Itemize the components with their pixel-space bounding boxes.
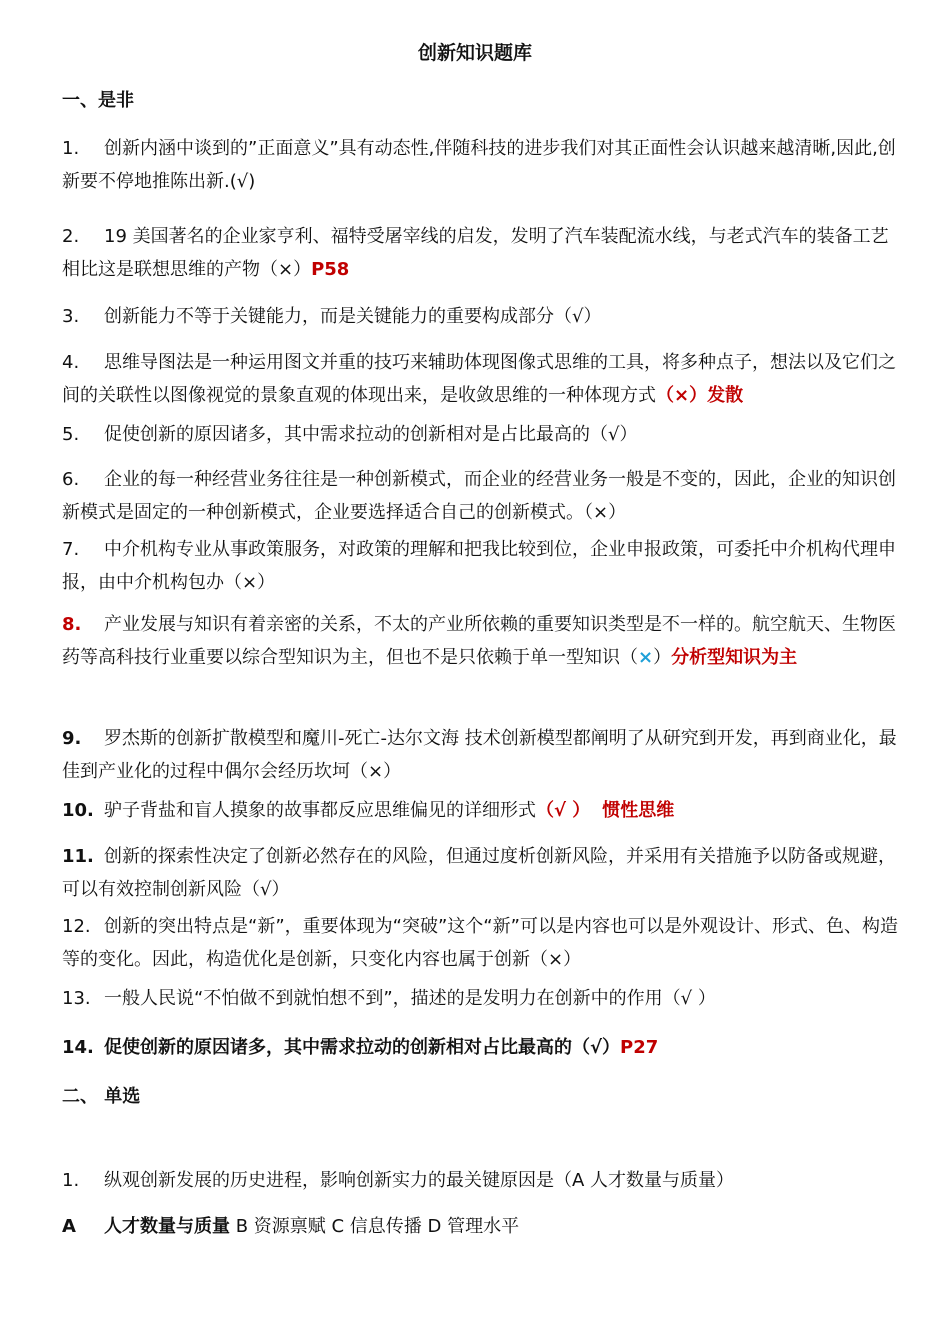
- question-number: 8.: [62, 614, 82, 635]
- question-number: 3.: [62, 306, 80, 327]
- choice-options: [62, 1210, 898, 1243]
- question-text: 促使创新的原因诸多，其中需求拉动的创新相对占比最高的（√）: [104, 1037, 621, 1058]
- question-number: 1.: [62, 138, 80, 159]
- question-text: 创新能力不等于关键能力，而是关键能力的重要构成部分（√）: [104, 306, 602, 327]
- question-number: 5.: [62, 424, 80, 445]
- question-9: [62, 722, 898, 788]
- section-heading-single-choice: 二、 单选: [62, 1086, 141, 1107]
- question-number: 9.: [62, 728, 82, 749]
- question-text: 促使创新的原因诸多，其中需求拉动的创新相对是占比最高的（√）: [104, 424, 638, 445]
- question-2: [62, 220, 898, 286]
- question-text: 19 美国著名的企业家亨利、福特受屠宰线的启发，发明了汽车装配流水线，与老式汽车的装备工艺相比这是联想思维的产物（×）: [62, 226, 889, 280]
- choice-question-1: [62, 1164, 898, 1197]
- question-text: 思维导图法是一种运用图文并重的技巧来辅助体现图像式思维的工具，将多种点子，想法以及它们之间的关联性以图像视觉的景象直观的体现出来，是收敛思维的一种体现方式: [62, 352, 896, 406]
- question-3: [62, 300, 898, 333]
- question-text: 纵观创新发展的历史进程，影响创新实力的最关键原因是（A 人才数量与质量）: [104, 1170, 735, 1191]
- question-4: [62, 346, 898, 412]
- question-number: 2.: [62, 226, 80, 247]
- question-13: [62, 982, 898, 1015]
- question-12: [62, 910, 898, 976]
- question-5: [62, 418, 898, 451]
- question-text: 创新的探索性决定了创新必然存在的风险，但通过度析创新风险，并采用有关措施予以防备或规避，可以有效控制创新风险（√）: [62, 846, 896, 900]
- question-note: P58: [311, 259, 350, 280]
- question-text: 驴子背盐和盲人摸象的故事都反应思维偏见的详细形式: [104, 800, 536, 821]
- question-number: 12.: [62, 916, 91, 937]
- question-8: [62, 608, 898, 674]
- question-number: 7.: [62, 539, 80, 560]
- other-options: B 资源禀赋 C 信息传播 D 管理水平: [230, 1216, 520, 1237]
- question-close: ）: [653, 647, 672, 668]
- question-note: （×）发散: [656, 385, 744, 406]
- question-number: 11.: [62, 846, 94, 867]
- question-text: 产业发展与知识有着亲密的关系，不太的产业所依赖的重要知识类型是不一样的。航空航天、生物医药等高科技行业重要以综合型知识为主，但也不是只依赖于单一型知识（: [62, 614, 896, 668]
- question-number: 4.: [62, 352, 80, 373]
- question-number: 14.: [62, 1037, 94, 1058]
- question-1: [62, 132, 898, 198]
- page-title: 创新知识题库: [417, 42, 532, 64]
- question-text: 中介机构专业从事政策服务，对政策的理解和把我比较到位，企业申报政策，可委托中介机构代理申报，由中介机构包办（×）: [62, 539, 896, 593]
- question-11: [62, 840, 898, 906]
- question-number: 10.: [62, 800, 94, 821]
- question-text: 罗杰斯的创新扩散模型和魔川-死亡-达尔文海 技术创新模型都阐明了从研究到开发，再到商业化，最佳到产业化的过程中偶尔会经历坎坷（×）: [62, 728, 897, 782]
- question-text: 创新的突出特点是“新”，重要体现为“突破”这个“新”可以是内容也可以是外观设计、形式、色、构造等的变化。因此，构造优化是创新，只变化内容也属于创新（×）: [62, 916, 898, 970]
- question-note: 分析型知识为主: [671, 647, 798, 668]
- question-text: 企业的每一种经营业务往往是一种创新模式，而企业的经营业务一般是不变的，因此，企业的知识创新模式是固定的一种创新模式，企业要选择适合自己的创新模式。（×）: [62, 469, 896, 523]
- section-heading-true-false: 一、是非: [62, 90, 134, 111]
- question-text: 创新内涵中谈到的”正面意义”具有动态性,伴随科技的进步我们对其正面性会认识越来越清晰,因此,创新要不停地推陈出新.(√): [62, 138, 896, 192]
- question-6: [62, 463, 898, 529]
- question-7: [62, 533, 898, 599]
- option-a-label: A: [62, 1216, 76, 1237]
- question-text: 一般人民说“不怕做不到就怕想不到”，描述的是发明力在创新中的作用（√ ）: [104, 988, 716, 1009]
- question-10: [62, 794, 898, 827]
- question-note: 惯性思维: [602, 800, 675, 821]
- option-a-text: 人才数量与质量: [104, 1216, 230, 1237]
- question-number: 1.: [62, 1170, 80, 1191]
- question-note: P27: [620, 1037, 659, 1058]
- question-mark: ×: [638, 647, 654, 668]
- question-number: 6.: [62, 469, 80, 490]
- question-number: 13.: [62, 988, 91, 1009]
- question-mark: （√ ）: [536, 800, 591, 821]
- question-14: [62, 1031, 898, 1064]
